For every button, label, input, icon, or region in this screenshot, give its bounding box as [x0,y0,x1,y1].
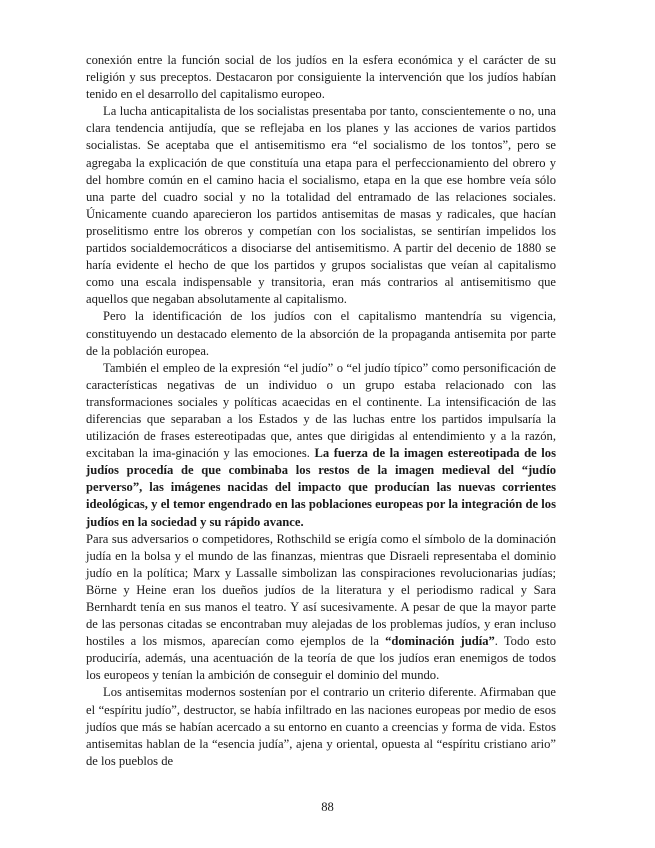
page-number: 88 [321,800,334,814]
paragraph-4-text: También el empleo de la expresión “el judío” o “el judío típico” como personificación de características negativas de un individuo o un grupo estaba relacionado con las transformaciones sociales y políticas acaecidas en el continente. La intensificación de las diferencias que separaban a los Estados y de las luchas entre los partidos impulsaría la utilización de frases estereotipadas que, antes que dirigidas al entendimiento y a la razón, excitaban la ima-ginación y las emociones. [86,360,556,461]
paragraph-5-text: Para sus adversarios o competidores, Rothschild se erigía como el símbolo de la dominación judía en la bolsa y el mundo de las finanzas, mientras que Disraeli representaba el dominio judío en la política; Marx y Lassalle simbolizan las conspiraciones revolucionarias judías; Börne y Heine eran los dueños judíos de la literatura y el periodismo radical y Sara Bernhardt tenía en sus manos el teatro. Y así sucesivamente. A pesar de que la mayor parte de las personas citadas se encontraban muy alejadas de los problemas judíos, y eran incluso hostiles a los mismos, aparecían como ejemplos de la [86,531,556,649]
paragraph-4-bold-text: La fuerza de la imagen estereotipada de los judíos procedía de que combinaba los restos de la imagen medieval del “judío perverso”, las imágenes nacidas del impacto que producían las nuevas corrientes ideológicas, y el temor engendrado en las poblaciones europeas por la integración de los judíos en la sociedad y su rápido avance. [86,446,556,529]
paragraph-5-bold-text: “dominación judía” [385,634,495,649]
paragraph-2: La lucha anticapitalista de los socialistas presentaba por tanto, conscientemente o no, una clara tendencia antijudía, que se reflejaba en los planes y las acciones de varios partidos socialistas. Se aceptaba que el antisemitismo era “el socialismo de los tontos”, pero se agregaba la explicación de que constituía una etapa para el perfeccionamiento del obrero y del hombre común en el camino hacia el socialismo, etapa en la que ese hombre veía sólo una parte del cuadro social y no la totalidad del entramado de las relaciones sociales. Únicamente cuando aparecieron los partidos antisemitas de masas y radicales, que hacían proselitismo entre los obreros y competían con los socialistas, se sentirían impelidos los partidos socialdemocráticos a disociarse del antisemitismo. A partir del decenio de 1880 se haría evidente el hecho de que los partidos y grupos socialistas que veían al capitalismo como una escala indispensable y transitoria, eran más contrarios al antisemitismo que aquellos que negaban absolutamente al capitalismo. [86,104,556,307]
paragraph-4 [86,360,556,531]
paragraph-1: conexión entre la función social de los judíos en la esfera económica y el carácter de su religión y sus preceptos. Destacaron por consiguiente la intervención que los judíos habían tenido en el desarrollo del capitalismo europeo. [86,53,556,102]
paragraph-6: Los antisemitas modernos sostenían por el contrario un criterio diferente. Afirmaban que el “espíritu judío”, destructor, se había infiltrado en las naciones europeas por medio de esos judíos que más se habían acercado a su entorno en cuanto a creencias y forma de vida. Estos antisemitas hablan de la “esencia judía”, ajena y oriental, opuesta al “espíritu cristiano ario” de los pueblos de [86,685,556,768]
paragraph-3: Pero la identificación de los judíos con el capitalismo mantendría su vigencia, constituyendo un destacado elemento de la absorción de la propaganda antisemita por parte de la población europea. [86,309,556,358]
page-body [86,52,556,770]
paragraph-5 [86,531,556,685]
paragraph-5-text-end: . Todo esto produciría, además, una acentuación de la teoría de que los judíos eran enemigos de todos los europeos y tenían la ambición de conseguir el dominio del mundo. [86,634,556,683]
